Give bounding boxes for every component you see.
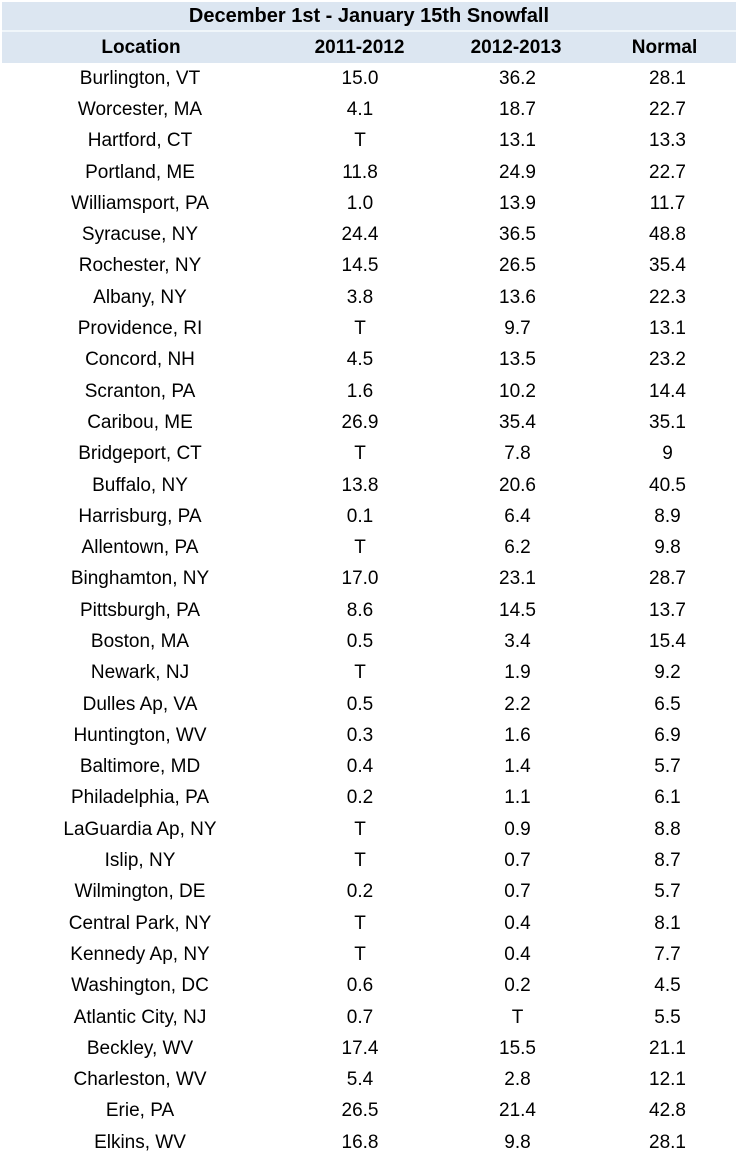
cell-2011-2012: 1.6 — [346, 380, 374, 402]
cell-2012-2013: 3.4 — [504, 630, 531, 652]
cell-location: Rochester, NY — [78, 255, 202, 277]
table-row — [0, 282, 740, 313]
cell-2011-2012: 0.6 — [346, 975, 374, 997]
table-row — [0, 532, 740, 563]
cell-normal: 7.7 — [654, 943, 681, 965]
cell-2011-2012: 0.2 — [346, 787, 374, 809]
cell-location: Elkins, WV — [94, 1131, 186, 1153]
cell-2012-2013: 36.5 — [499, 224, 536, 246]
table-row — [0, 376, 740, 407]
cell-location: Dulles Ap, VA — [82, 693, 198, 715]
table-row — [0, 908, 740, 939]
table-row — [0, 407, 740, 438]
cell-2012-2013: 21.4 — [499, 1100, 536, 1122]
table-body — [0, 63, 740, 1158]
cell-2011-2012: 0.5 — [346, 693, 374, 715]
cell-2011-2012: 0.4 — [346, 756, 374, 778]
table-row — [0, 595, 740, 626]
cell-2012-2013: 20.6 — [499, 474, 536, 496]
cell-location: Burlington, VT — [79, 67, 201, 89]
table-row — [0, 783, 740, 814]
cell-2011-2012: 17.4 — [341, 1037, 379, 1059]
table-row — [0, 63, 740, 94]
table-row — [0, 1033, 740, 1064]
cell-2012-2013: 13.6 — [499, 286, 536, 308]
cell-location: Concord, NH — [85, 349, 195, 371]
cell-2012-2013: 0.4 — [504, 943, 531, 965]
cell-2011-2012: 0.7 — [346, 1006, 374, 1028]
cell-location: Worcester, MA — [77, 98, 203, 120]
table-row — [0, 1096, 740, 1127]
cell-2011-2012: 4.1 — [346, 98, 374, 120]
cell-2012-2013: 0.4 — [504, 912, 531, 934]
table-row — [0, 1127, 740, 1158]
cell-location: Caribou, ME — [87, 411, 193, 433]
cell-normal: 14.4 — [649, 380, 686, 402]
cell-location: Washington, DC — [71, 975, 209, 997]
cell-2012-2013: 6.2 — [504, 537, 531, 559]
table-row — [0, 94, 740, 125]
cell-normal: 8.9 — [654, 505, 681, 527]
table-row — [0, 157, 740, 188]
cell-normal: 8.1 — [654, 912, 681, 934]
cell-normal: 11.7 — [649, 192, 686, 214]
cell-2011-2012: 3.8 — [346, 286, 374, 308]
cell-normal: 21.1 — [649, 1037, 686, 1059]
cell-normal: 28.1 — [649, 67, 686, 89]
cell-2011-2012: T — [354, 818, 366, 840]
cell-2012-2013: 9.8 — [504, 1131, 531, 1153]
table-row — [0, 470, 740, 501]
cell-2012-2013: 1.1 — [504, 787, 531, 809]
cell-2011-2012: T — [354, 912, 366, 934]
cell-2011-2012: T — [354, 318, 366, 340]
table-row — [0, 971, 740, 1002]
cell-location: Boston, MA — [90, 630, 190, 652]
cell-2012-2013: 7.8 — [504, 443, 531, 465]
cell-2011-2012: T — [354, 850, 366, 872]
cell-2012-2013: 35.4 — [499, 411, 536, 433]
cell-location: LaGuardia Ap, NY — [63, 818, 217, 840]
cell-normal: 22.3 — [649, 286, 686, 308]
cell-normal: 13.1 — [649, 318, 686, 340]
cell-location: Syracuse, NY — [81, 224, 199, 246]
cell-normal: 35.1 — [649, 411, 686, 433]
table-row — [0, 877, 740, 908]
cell-normal: 22.7 — [649, 161, 686, 183]
cell-2011-2012: T — [354, 537, 366, 559]
cell-2011-2012: 0.5 — [346, 630, 374, 652]
cell-location: Harrisburg, PA — [78, 505, 202, 527]
table-title: December 1st - January 15th Snowfall — [2, 2, 736, 32]
table-row — [0, 814, 740, 845]
cell-2012-2013: T — [511, 1006, 524, 1028]
cell-2012-2013: 23.1 — [499, 568, 536, 590]
cell-2011-2012: 15.0 — [341, 67, 379, 89]
cell-2012-2013: 0.9 — [504, 818, 531, 840]
cell-2012-2013: 14.5 — [499, 599, 536, 621]
table-row — [0, 564, 740, 595]
cell-location: Binghamton, NY — [70, 568, 210, 590]
cell-location: Erie, PA — [105, 1100, 175, 1122]
column-header-2011-2012: 2011-2012 — [314, 37, 405, 58]
table-row — [0, 439, 740, 470]
cell-2012-2013: 2.8 — [504, 1069, 531, 1091]
cell-2011-2012: 17.0 — [341, 568, 379, 590]
cell-2011-2012: T — [354, 662, 366, 684]
cell-normal: 13.7 — [649, 599, 686, 621]
cell-normal: 42.8 — [649, 1100, 686, 1122]
cell-location: Philadelphia, PA — [70, 787, 210, 809]
cell-normal: 28.7 — [649, 568, 686, 590]
cell-location: Beckley, WV — [86, 1037, 194, 1059]
table-row — [0, 345, 740, 376]
cell-2012-2013: 13.1 — [499, 130, 536, 152]
cell-location: Wilmington, DE — [74, 881, 206, 903]
cell-normal: 35.4 — [649, 255, 686, 277]
cell-normal: 9 — [662, 443, 673, 465]
cell-location: Providence, RI — [77, 318, 203, 340]
cell-normal: 48.8 — [649, 224, 686, 246]
table-row — [0, 188, 740, 219]
cell-2012-2013: 26.5 — [499, 255, 536, 277]
cell-2011-2012: T — [354, 443, 366, 465]
cell-2012-2013: 6.4 — [504, 505, 531, 527]
cell-2012-2013: 9.7 — [504, 318, 531, 340]
column-header-normal: Normal — [631, 37, 698, 58]
table-row — [0, 626, 740, 657]
table-row — [0, 1002, 740, 1033]
cell-location: Allentown, PA — [81, 537, 199, 559]
cell-normal: 28.1 — [649, 1131, 686, 1153]
column-header-row — [2, 32, 736, 63]
table-row — [0, 658, 740, 689]
table-row — [0, 501, 740, 532]
cell-location: Williamsport, PA — [71, 192, 209, 214]
cell-normal: 6.1 — [654, 787, 681, 809]
cell-2011-2012: 0.2 — [346, 881, 374, 903]
cell-2012-2013: 36.2 — [499, 67, 536, 89]
table-row — [0, 845, 740, 876]
cell-normal: 5.7 — [654, 756, 681, 778]
cell-2011-2012: 11.8 — [342, 161, 378, 183]
cell-location: Atlantic City, NJ — [73, 1006, 207, 1028]
cell-2012-2013: 18.7 — [499, 98, 536, 120]
cell-2012-2013: 0.7 — [504, 881, 531, 903]
cell-2012-2013: 1.9 — [504, 662, 531, 684]
cell-2012-2013: 10.2 — [499, 380, 536, 402]
cell-normal: 9.8 — [654, 537, 681, 559]
cell-2012-2013: 0.7 — [504, 850, 531, 872]
table-row — [0, 126, 740, 157]
cell-2012-2013: 13.9 — [499, 192, 536, 214]
table-row — [0, 219, 740, 250]
cell-normal: 9.2 — [654, 662, 681, 684]
cell-location: Buffalo, NY — [92, 474, 188, 496]
cell-normal: 8.8 — [654, 818, 681, 840]
column-header-2012-2013: 2012-2013 — [470, 37, 562, 58]
cell-2011-2012: 8.6 — [346, 599, 374, 621]
cell-2011-2012: 4.5 — [346, 349, 374, 371]
cell-2011-2012: 0.3 — [346, 724, 374, 746]
column-header-location: Location — [101, 37, 181, 58]
cell-location: Kennedy Ap, NY — [70, 943, 210, 965]
cell-normal: 22.7 — [649, 98, 686, 120]
cell-normal: 23.2 — [649, 349, 686, 371]
cell-2012-2013: 1.6 — [504, 724, 531, 746]
cell-2011-2012: 14.5 — [341, 255, 379, 277]
cell-2012-2013: 24.9 — [499, 161, 536, 183]
cell-2012-2013: 13.5 — [499, 349, 536, 371]
table-row — [0, 689, 740, 720]
cell-location: Pittsburgh, PA — [79, 599, 201, 621]
cell-normal: 6.9 — [654, 724, 681, 746]
cell-2011-2012: 5.4 — [346, 1069, 374, 1091]
cell-normal: 8.7 — [654, 850, 681, 872]
cell-normal: 13.3 — [649, 130, 686, 152]
table-row — [0, 752, 740, 783]
cell-normal: 40.5 — [649, 474, 686, 496]
cell-normal: 5.5 — [654, 1006, 681, 1028]
cell-2012-2013: 2.2 — [504, 693, 531, 715]
cell-normal: 12.1 — [649, 1069, 686, 1091]
cell-2011-2012: 24.4 — [341, 224, 379, 246]
table-row — [0, 939, 740, 970]
cell-2011-2012: T — [354, 130, 366, 152]
cell-2011-2012: 1.0 — [346, 192, 374, 214]
cell-normal: 4.5 — [654, 975, 681, 997]
cell-normal: 5.7 — [654, 881, 681, 903]
cell-location: Albany, NY — [93, 286, 187, 308]
cell-2011-2012: T — [354, 943, 366, 965]
table-header-band — [2, 2, 736, 63]
cell-2012-2013: 1.4 — [504, 756, 531, 778]
cell-2011-2012: 13.8 — [341, 474, 379, 496]
cell-location: Scranton, PA — [84, 380, 196, 402]
cell-location: Huntington, WV — [73, 724, 207, 746]
cell-2011-2012: 16.8 — [341, 1131, 379, 1153]
cell-location: Baltimore, MD — [79, 756, 201, 778]
cell-2011-2012: 26.9 — [341, 411, 379, 433]
cell-2012-2013: 0.2 — [504, 975, 531, 997]
cell-location: Bridgeport, CT — [78, 443, 202, 465]
cell-normal: 6.5 — [654, 693, 681, 715]
cell-location: Charleston, WV — [73, 1069, 207, 1091]
cell-location: Portland, ME — [85, 161, 195, 183]
table-row — [0, 1065, 740, 1096]
cell-2011-2012: 26.5 — [341, 1100, 379, 1122]
table-row — [0, 251, 740, 282]
cell-location: Newark, NJ — [90, 662, 190, 684]
table-row — [0, 313, 740, 344]
cell-location: Central Park, NY — [68, 912, 212, 934]
cell-location: Islip, NY — [104, 850, 176, 872]
table-row — [0, 720, 740, 751]
cell-normal: 15.4 — [649, 630, 686, 652]
cell-2011-2012: 0.1 — [346, 505, 374, 527]
cell-2012-2013: 15.5 — [499, 1037, 536, 1059]
cell-location: Hartford, CT — [87, 130, 193, 152]
